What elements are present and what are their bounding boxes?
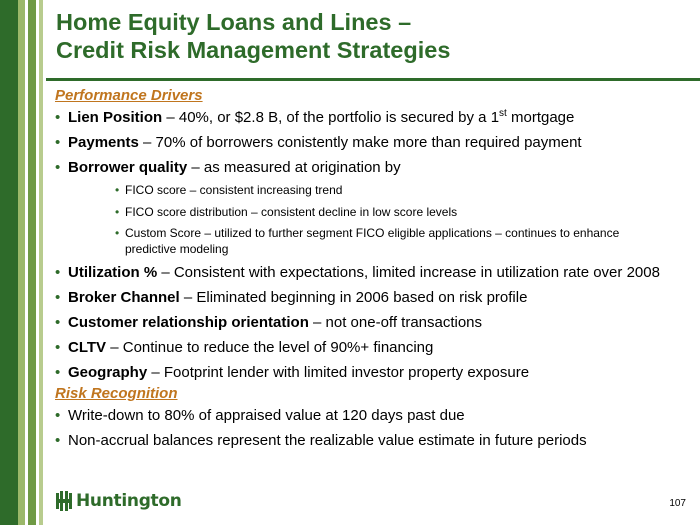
risk-recognition-heading: Risk Recognition xyxy=(55,385,178,402)
decorative-stripes xyxy=(0,0,46,525)
title-line-1: Home Equity Loans and Lines – xyxy=(56,9,412,35)
sub-bullet-fico-distribution: • FICO score distribution – consistent decline in low score levels xyxy=(55,205,660,221)
bullet-broker-channel xyxy=(55,288,660,307)
slide-title xyxy=(56,8,450,64)
bullet-utilization xyxy=(55,263,660,282)
lien-label: Lien Position xyxy=(68,109,163,126)
borrower-text: – as measured at origination by xyxy=(187,159,401,176)
geography-text: – Footprint lender with limited investor property exposure xyxy=(147,364,530,381)
bullet-cltv xyxy=(55,338,660,357)
payments-text: – 70% of borrowers conistently make more than required payment xyxy=(138,134,582,151)
sub-bullet-fico-trend: • FICO score – consistent increasing trend xyxy=(55,183,660,199)
huntington-logo xyxy=(56,490,182,512)
performance-drivers-heading: Performance Drivers xyxy=(55,87,203,104)
slide-content xyxy=(55,86,660,456)
bullet-geography xyxy=(55,363,660,382)
utilization-label: Utilization % xyxy=(68,264,158,281)
bullet-write-down: • Write-down to 80% of appraised value at 120 days past due xyxy=(55,406,660,425)
lien-text-end: mortgage xyxy=(506,109,575,126)
payments-label: Payments xyxy=(68,134,139,151)
cltv-text: – Continue to reduce the level of 90%+ financing xyxy=(106,339,434,356)
broker-label: Broker Channel xyxy=(68,289,180,306)
lien-sup: st xyxy=(499,108,507,119)
lien-text: – 40%, or $2.8 B, of the portfolio is secured by a 1 xyxy=(162,109,500,126)
bullet-lien-position xyxy=(55,108,660,127)
customer-text: – not one-off transactions xyxy=(308,314,483,331)
bullet-payments xyxy=(55,133,660,152)
logo-wordmark: Huntington xyxy=(76,491,182,511)
borrower-label: Borrower quality xyxy=(68,159,188,176)
sub-bullet-custom-score: • Custom Score – utilized to further segment FICO eligible applications – continues to enhance predictive modeling xyxy=(55,226,660,257)
bullet-non-accrual: • Non-accrual balances represent the realizable value estimate in future periods xyxy=(55,431,660,450)
title-line-2: Credit Risk Management Strategies xyxy=(56,37,451,63)
cltv-label: CLTV xyxy=(68,339,107,356)
bullet-customer-relationship xyxy=(55,313,660,332)
broker-text: – Eliminated beginning in 2006 based on risk profile xyxy=(179,289,528,306)
page-number: 107 xyxy=(669,498,686,509)
title-divider xyxy=(46,78,700,81)
customer-label: Customer relationship orientation xyxy=(68,314,309,331)
utilization-text: – Consistent with expectations, limited increase in utilization rate over 2008 xyxy=(157,264,660,281)
bullet-borrower-quality xyxy=(55,158,660,177)
geography-label: Geography xyxy=(68,364,148,381)
huntington-logo-icon xyxy=(56,491,72,511)
